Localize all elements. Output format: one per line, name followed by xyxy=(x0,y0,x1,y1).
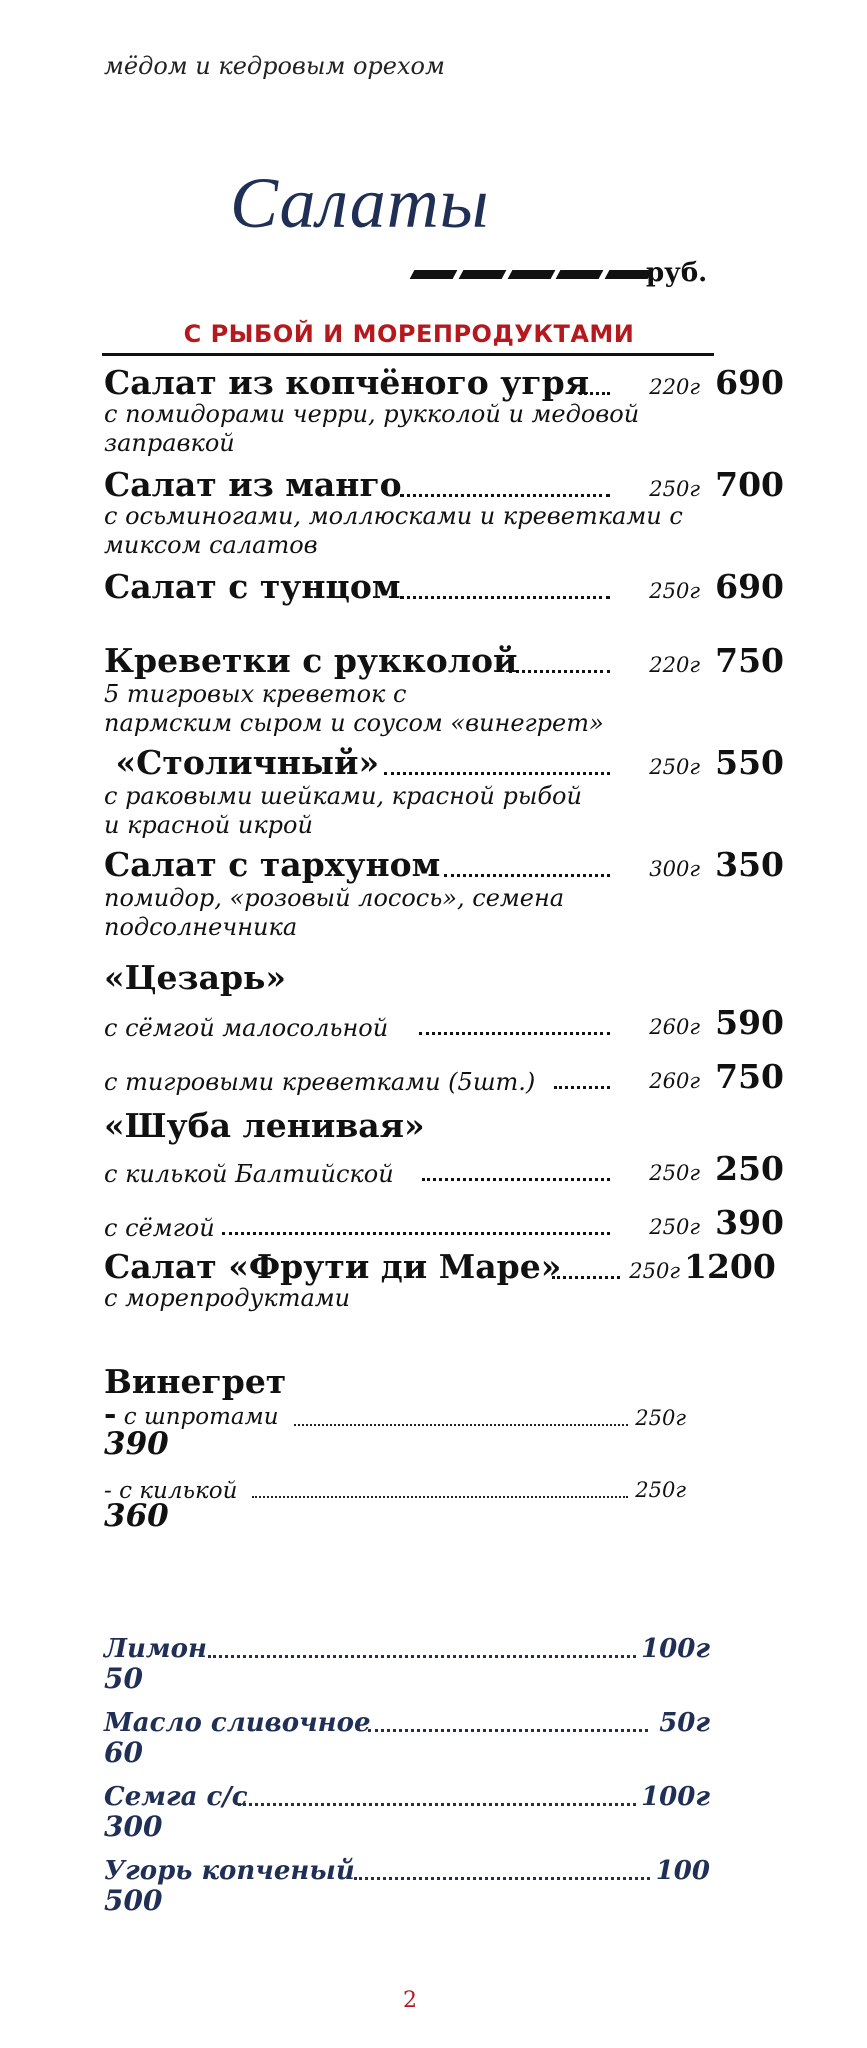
item-name: Креветки с рукколой xyxy=(104,641,518,680)
dot-leader xyxy=(400,596,610,599)
dot-leader xyxy=(579,392,610,395)
item-price: 350 xyxy=(715,845,784,884)
page-title: Салаты xyxy=(230,163,490,243)
item-price: 750 xyxy=(715,1057,784,1096)
menu-item xyxy=(104,362,784,402)
dash-marker: - xyxy=(104,1397,117,1432)
item-weight: 260г xyxy=(649,1015,700,1039)
menu-item xyxy=(104,1148,784,1188)
item-price: 360 xyxy=(104,1498,169,1534)
top-note: мёдом и кедровым орехом xyxy=(104,52,445,80)
dot-leader xyxy=(400,494,610,497)
item-price: 690 xyxy=(715,363,784,402)
vinegret-line xyxy=(104,1398,686,1432)
extra-line xyxy=(104,1778,710,1812)
item-description: с морепродуктами xyxy=(104,1284,351,1312)
item-weight: 220г xyxy=(649,653,700,677)
menu-item xyxy=(104,1002,784,1042)
extra-price: 500 xyxy=(104,1884,163,1917)
dot-leader xyxy=(252,1496,628,1498)
item-description: помидор, «розовый лосось», семена подсолнечника xyxy=(104,884,565,941)
item-weight: 300г xyxy=(649,857,700,881)
extra-line xyxy=(104,1704,710,1738)
menu-item xyxy=(104,844,784,884)
item-weight: 250г xyxy=(635,1406,686,1430)
dot-leader xyxy=(208,1655,636,1658)
item-weight: 250г xyxy=(649,477,700,501)
currency-label: руб. xyxy=(646,258,708,288)
menu-item xyxy=(104,1056,784,1096)
item-price: 690 xyxy=(715,567,784,606)
dot-leader xyxy=(222,1232,610,1235)
extra-price: 60 xyxy=(104,1736,143,1769)
dot-leader xyxy=(419,1032,610,1035)
item-weight: 250г xyxy=(635,1478,686,1502)
category-shuba: «Шуба ленивая» xyxy=(104,1106,425,1145)
menu-item xyxy=(104,464,784,504)
extra-name: Масло сливочное xyxy=(104,1708,371,1738)
dash-marker: - xyxy=(104,1478,112,1504)
extra-weight: 100г xyxy=(641,1634,710,1664)
extra-name: Семга с/с xyxy=(104,1782,248,1812)
item-price: 590 xyxy=(715,1003,784,1042)
extra-weight: 100 xyxy=(655,1856,710,1886)
item-name: с тигровыми креветками (5шт.) xyxy=(104,1068,536,1096)
dot-leader xyxy=(384,772,610,775)
item-name: Салат из копчёного угря xyxy=(104,363,590,402)
item-name: с сёмгой xyxy=(104,1214,215,1242)
item-price: 550 xyxy=(715,743,784,782)
extra-line xyxy=(104,1630,710,1664)
page-number: 2 xyxy=(403,1988,417,2013)
item-description: 5 тигровых креветок с пармским сыром и соусом «винегрет» xyxy=(104,680,604,737)
dot-leader xyxy=(444,874,610,877)
dot-leader xyxy=(354,1877,650,1880)
item-name: Салат «Фрути ди Маре» xyxy=(104,1247,562,1286)
item-price: 390 xyxy=(104,1426,169,1462)
item-weight: 250г xyxy=(649,1215,700,1239)
menu-item xyxy=(104,640,784,680)
dot-leader xyxy=(422,1178,610,1181)
menu-item xyxy=(104,1246,774,1286)
item-weight: 260г xyxy=(649,1069,700,1093)
item-name: Салат из манго xyxy=(104,465,402,504)
item-name: с килькой Балтийской xyxy=(104,1160,394,1188)
extra-weight: 50г xyxy=(659,1708,710,1738)
item-weight: 250г xyxy=(649,1161,700,1185)
dot-leader xyxy=(368,1729,648,1732)
item-description: с осьминогами, моллюсками и креветками с миксом салатов xyxy=(104,502,683,559)
item-price: 1200 xyxy=(684,1247,776,1286)
item-price: 250 xyxy=(715,1149,784,1188)
item-name: с килькой xyxy=(111,1478,238,1504)
item-name: Салат с тунцом xyxy=(104,567,401,606)
menu-item xyxy=(104,742,784,782)
item-price: 390 xyxy=(715,1203,784,1242)
dot-leader xyxy=(509,670,610,673)
extra-weight: 100г xyxy=(641,1782,710,1812)
item-weight: 220г xyxy=(649,375,700,399)
item-name: «Столичный» xyxy=(104,743,380,782)
category-caesar: «Цезарь» xyxy=(104,958,287,997)
item-description: с раковыми шейками, красной рыбой и красной икрой xyxy=(104,782,582,839)
dot-leader xyxy=(554,1086,610,1089)
item-price: 750 xyxy=(715,641,784,680)
category-vinegret: Винегрет xyxy=(104,1362,287,1401)
extra-line xyxy=(104,1852,710,1886)
dot-leader xyxy=(552,1276,620,1279)
item-description: с помидорами черри, рукколой и медовой заправкой xyxy=(104,400,640,457)
item-weight: 250г xyxy=(629,1259,680,1283)
extra-name: Угорь копченый xyxy=(104,1856,355,1886)
item-weight: 250г xyxy=(649,755,700,779)
item-name: с сёмгой малосольной xyxy=(104,1014,389,1042)
extra-price: 300 xyxy=(104,1810,163,1843)
decorative-dashes xyxy=(412,270,650,284)
extra-name: Лимон xyxy=(104,1634,207,1664)
item-price: 700 xyxy=(715,465,784,504)
extra-price: 50 xyxy=(104,1662,143,1695)
vinegret-line xyxy=(104,1470,686,1504)
item-weight: 250г xyxy=(649,579,700,603)
dot-leader xyxy=(238,1803,636,1806)
item-name: Салат с тархуном xyxy=(104,845,441,884)
section-heading: С РЫБОЙ И МОРЕПРОДУКТАМИ xyxy=(183,320,635,348)
section-divider xyxy=(102,353,714,356)
dot-leader xyxy=(294,1424,628,1426)
menu-item xyxy=(104,1202,784,1242)
item-name: с шпротами xyxy=(116,1404,279,1430)
menu-item xyxy=(104,566,784,606)
